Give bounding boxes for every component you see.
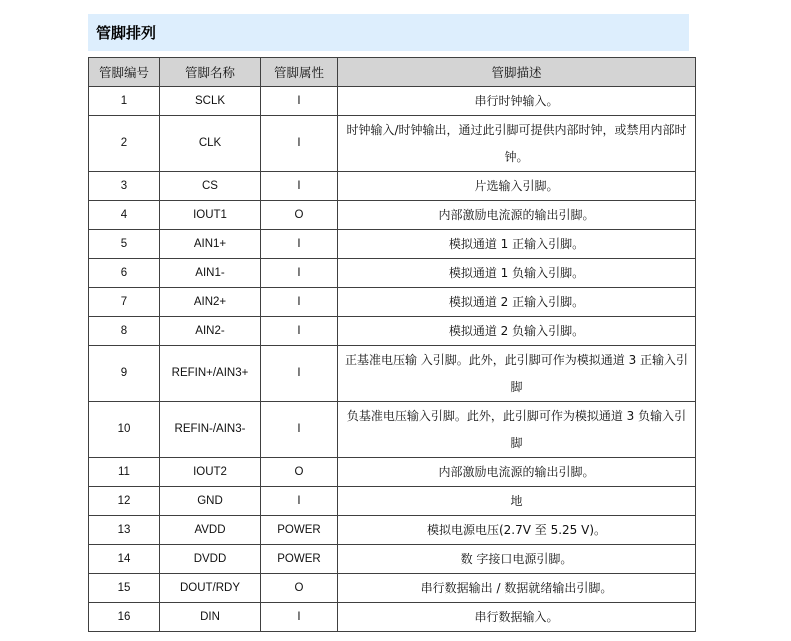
pin-name: AVDD [160, 516, 261, 545]
pin-number: 13 [89, 516, 160, 545]
pin-name: AIN2- [160, 317, 261, 346]
pin-attribute: I [261, 259, 338, 288]
pin-description: 数 字接口电源引脚。 [338, 545, 696, 574]
pin-name: CS [160, 172, 261, 201]
header-pin-number: 管脚编号 [89, 58, 160, 87]
table-row [89, 545, 696, 574]
pin-attribute: I [261, 603, 338, 632]
pin-name: GND [160, 487, 261, 516]
table-row [89, 603, 696, 632]
table-row [89, 230, 696, 259]
pin-number: 7 [89, 288, 160, 317]
pin-name: SCLK [160, 87, 261, 116]
pin-number: 10 [89, 402, 160, 458]
pin-name: DOUT/RDY [160, 574, 261, 603]
pin-name: REFIN+/AIN3+ [160, 346, 261, 402]
table-row [89, 87, 696, 116]
table-row [89, 516, 696, 545]
pin-number: 6 [89, 259, 160, 288]
table-row [89, 259, 696, 288]
pin-table [88, 57, 696, 632]
pin-number: 14 [89, 545, 160, 574]
pin-description: 正基准电压输 入引脚。此外，此引脚可作为模拟通道 3 正输入引脚 [338, 346, 696, 402]
pin-name: DVDD [160, 545, 261, 574]
pin-number: 11 [89, 458, 160, 487]
pin-description: 片选输入引脚。 [338, 172, 696, 201]
table-row [89, 201, 696, 230]
pin-number: 1 [89, 87, 160, 116]
pin-attribute: I [261, 87, 338, 116]
pin-number: 5 [89, 230, 160, 259]
pin-attribute: I [261, 288, 338, 317]
pin-description: 串行数据输入。 [338, 603, 696, 632]
table-row [89, 487, 696, 516]
table-row [89, 574, 696, 603]
pin-number: 8 [89, 317, 160, 346]
pin-description: 模拟通道 1 正输入引脚。 [338, 230, 696, 259]
pin-number: 12 [89, 487, 160, 516]
pin-attribute: I [261, 487, 338, 516]
pin-description: 模拟电源电压(2.7V 至 5.25 V)。 [338, 516, 696, 545]
pin-description: 负基准电压输入引脚。此外，此引脚可作为模拟通道 3 负输入引脚 [338, 402, 696, 458]
table-row [89, 116, 696, 172]
pin-name: REFIN-/AIN3- [160, 402, 261, 458]
pin-number: 3 [89, 172, 160, 201]
table-row [89, 458, 696, 487]
pin-description: 地 [338, 487, 696, 516]
pin-name: CLK [160, 116, 261, 172]
pin-name: IOUT1 [160, 201, 261, 230]
pin-description: 串行数据输出 / 数据就绪输出引脚。 [338, 574, 696, 603]
pin-name: DIN [160, 603, 261, 632]
pin-number: 16 [89, 603, 160, 632]
pin-attribute: I [261, 317, 338, 346]
table-row [89, 172, 696, 201]
pin-name: AIN1- [160, 259, 261, 288]
table-header-row [89, 58, 696, 87]
header-pin-attribute: 管脚属性 [261, 58, 338, 87]
document-page [88, 14, 689, 632]
pin-attribute: POWER [261, 516, 338, 545]
header-pin-name: 管脚名称 [160, 58, 261, 87]
pin-attribute: I [261, 230, 338, 259]
pin-attribute: O [261, 574, 338, 603]
pin-description: 内部激励电流源的输出引脚。 [338, 458, 696, 487]
header-pin-description: 管脚描述 [338, 58, 696, 87]
pin-attribute: I [261, 116, 338, 172]
pin-attribute: POWER [261, 545, 338, 574]
pin-attribute: O [261, 201, 338, 230]
pin-number: 4 [89, 201, 160, 230]
pin-attribute: I [261, 346, 338, 402]
table-row [89, 317, 696, 346]
pin-name: IOUT2 [160, 458, 261, 487]
pin-number: 2 [89, 116, 160, 172]
pin-description: 模拟通道 2 负输入引脚。 [338, 317, 696, 346]
pin-number: 15 [89, 574, 160, 603]
pin-number: 9 [89, 346, 160, 402]
pin-description: 串行时钟输入。 [338, 87, 696, 116]
pin-attribute: O [261, 458, 338, 487]
pin-description: 内部激励电流源的输出引脚。 [338, 201, 696, 230]
pin-description: 模拟通道 1 负输入引脚。 [338, 259, 696, 288]
pin-name: AIN1+ [160, 230, 261, 259]
pin-description: 模拟通道 2 正输入引脚。 [338, 288, 696, 317]
pin-name: AIN2+ [160, 288, 261, 317]
pin-attribute: I [261, 172, 338, 201]
table-row [89, 346, 696, 402]
table-row [89, 288, 696, 317]
pin-attribute: I [261, 402, 338, 458]
table-row [89, 402, 696, 458]
section-title: 管脚排列 [88, 14, 689, 51]
pin-description: 时钟输入/时钟输出，通过此引脚可提供内部时钟，或禁用内部时钟。 [338, 116, 696, 172]
